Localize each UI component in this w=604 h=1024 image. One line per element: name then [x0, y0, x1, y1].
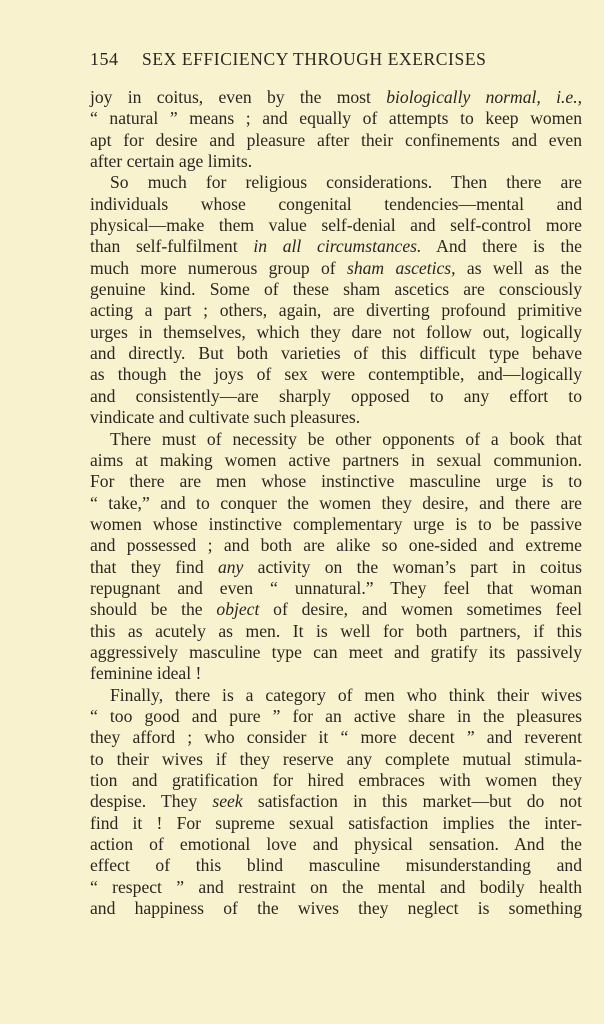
- text-segment: despise. They: [90, 791, 213, 812]
- text-segment: and possessed ; and both are alike so one-sided and extreme: [90, 535, 582, 556]
- text-line: [90, 364, 582, 385]
- text-line: [90, 642, 582, 663]
- text-line: [90, 535, 582, 556]
- text-line: [90, 215, 582, 236]
- text-line: [90, 557, 582, 578]
- text-segment: feminine ideal !: [90, 663, 202, 684]
- text-segment: Finally, there is a category of men who think their wives: [110, 684, 582, 705]
- text-segment: they afford ; who consider it “ more decent ” and reverent: [90, 727, 582, 748]
- text-line: [90, 87, 582, 108]
- text-segment: tion and gratification for hired embraces with women they: [90, 770, 582, 790]
- text-line: [90, 108, 582, 129]
- text-line: [90, 493, 582, 514]
- text-segment: women whose instinctive complementary urge is to be passive: [90, 513, 582, 534]
- text-line: [90, 429, 582, 450]
- text-line: [90, 706, 582, 727]
- text-line: [90, 279, 582, 300]
- italic-text: any: [217, 556, 244, 577]
- text-line: [90, 514, 582, 535]
- text-segment: “ too good and pure ” for an active share in the pleasures: [90, 705, 582, 726]
- text-line: [90, 727, 582, 748]
- text-line: [90, 151, 582, 172]
- text-segment: “ respect ” and restraint on the mental and bodily health: [90, 876, 582, 897]
- text-segment: apt for desire and pleasure after their confinements and even: [90, 129, 582, 150]
- text-line: [90, 621, 582, 642]
- text-line: [90, 471, 582, 492]
- text-segment: There must of necessity be other opponents of a book that: [110, 428, 582, 449]
- text-segment: than self-fulfilment: [90, 236, 254, 257]
- text-segment: that they find: [90, 556, 218, 577]
- italic-text: in all circumstances.: [253, 236, 422, 257]
- text-line: [90, 898, 582, 919]
- text-segment: and consistently—are sharply opposed to any effort to: [90, 385, 582, 406]
- text-segment: So much for religious considerations. Then there are: [110, 172, 582, 193]
- running-title: SEX EFFICIENCY THROUGH EXERCISES: [142, 49, 487, 69]
- text-segment: find it ! For supreme sexual satisfaction implies the inter-: [90, 812, 582, 833]
- text-segment: “ take,” and to conquer the women they desire, and there are: [90, 492, 582, 513]
- text-segment: physical—make them value self-denial and self-control more: [90, 215, 582, 236]
- text-line: [90, 855, 582, 876]
- text-segment: action of emotional love and physical sensation. And the: [90, 834, 582, 855]
- text-segment: should be the: [90, 599, 217, 620]
- text-segment: activity on the woman’s part in coitus: [243, 556, 582, 577]
- italic-text: sham ascetics,: [346, 257, 456, 278]
- text-segment: urges in themselves, which they dare not follow out, logically: [90, 321, 582, 342]
- text-line: [90, 770, 582, 791]
- page-number: 154: [90, 49, 119, 69]
- text-segment: genuine kind. Some of these sham ascetics are consciously: [90, 279, 582, 300]
- text-segment: much more numerous group of: [90, 257, 347, 278]
- text-line: [90, 194, 582, 215]
- text-segment: individuals whose congenital tendencies—mental and: [90, 193, 582, 214]
- text-line: [90, 663, 582, 684]
- italic-text: object: [216, 599, 260, 620]
- text-segment: and happiness of the wives they neglect is something: [90, 898, 582, 919]
- text-line: [90, 834, 582, 855]
- text-segment: “ natural ” means ; and equally of attempts to keep women: [90, 108, 582, 129]
- text-segment: after certain age limits.: [90, 151, 253, 172]
- italic-text: seek: [212, 791, 243, 812]
- text-line: [90, 407, 582, 428]
- text-segment: acting a part ; others, again, are diverting profound primitive: [90, 300, 582, 321]
- text-segment: For there are men whose instinctive masculine urge is to: [90, 471, 582, 492]
- text-segment: vindicate and cultivate such pleasures.: [90, 407, 361, 428]
- italic-text: biologically normal, i.e.,: [386, 87, 582, 107]
- text-line: [90, 578, 582, 599]
- text-segment: this as acutely as men. It is well for both partners, if this: [90, 620, 582, 641]
- text-segment: as though the joys of sex were contemptible, and—logically: [90, 364, 582, 385]
- body-text: [90, 87, 582, 919]
- text-segment: satisfaction in this market—but do not: [242, 791, 582, 812]
- text-line: [90, 386, 582, 407]
- text-segment: as well as the: [455, 257, 582, 278]
- text-segment: aggressively masculine type can meet and gratify its passively: [90, 641, 582, 662]
- text-line: [90, 172, 582, 193]
- text-segment: of desire, and women sometimes feel: [259, 599, 582, 620]
- text-line: [90, 300, 582, 321]
- text-line: [90, 599, 582, 620]
- text-line: [90, 130, 582, 151]
- text-line: [90, 791, 582, 812]
- text-segment: effect of this blind masculine misunderstanding and: [90, 855, 582, 876]
- text-segment: And there is the: [421, 236, 582, 257]
- text-line: [90, 258, 582, 279]
- text-segment: to their wives if they reserve any complete mutual stimula-: [90, 748, 582, 769]
- text-line: [90, 877, 582, 898]
- page-header: [90, 47, 560, 73]
- text-segment: and directly. But both varieties of this difficult type behave: [90, 343, 582, 364]
- text-segment: repugnant and even “ unnatural.” They feel that woman: [90, 577, 582, 598]
- text-line: [90, 322, 582, 343]
- text-segment: joy in coitus, even by the most: [90, 87, 387, 107]
- text-line: [90, 749, 582, 770]
- text-line: [90, 450, 582, 471]
- text-line: [90, 685, 582, 706]
- text-line: [90, 813, 582, 834]
- text-line: [90, 343, 582, 364]
- text-segment: aims at making women active partners in sexual communion.: [90, 449, 582, 470]
- text-line: [90, 236, 582, 257]
